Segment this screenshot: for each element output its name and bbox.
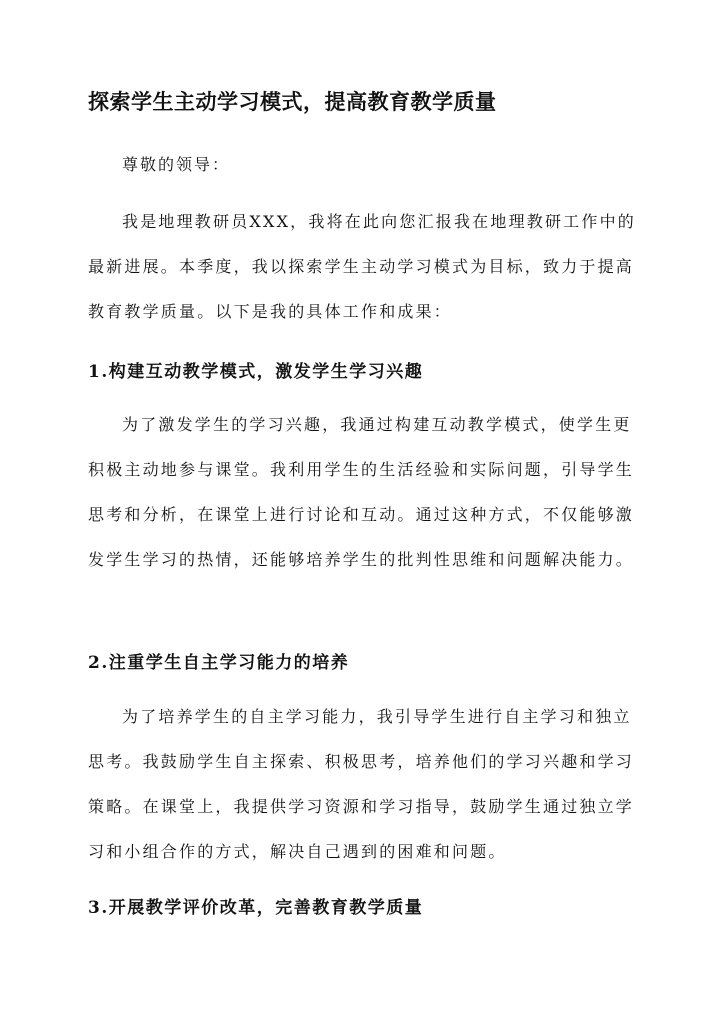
section-2-heading: 2.注重学生自主学习能力的培养 [88,653,350,673]
section-3-heading: 3.开展教学评价改革，完善教育教学质量 [88,898,424,918]
section-1-heading: 1.构建互动教学模式，激发学生学习兴趣 [88,362,424,382]
greeting: 尊敬的领导： [122,155,231,174]
intro-paragraph: 我是地理教研员XXX，我将在此向您汇报我在地理教研工作中的最新进展。本季度，我以探索学生主动学习模式为目标，致力于提高教育教学质量。以下是我的具体工作和成果： [88,212,636,321]
section-2-body: 为了培养学生的自主学习能力，我引导学生进行自主学习和独立思考。我鼓励学生自主探索、积极思考，培养他们的学习兴趣和学习策略。在课堂上，我提供学习资源和学习指导，鼓励学生通过独立学习和小组合作的方式，解决自己遇到的困难和问题。 [88,707,635,861]
document-title: 探索学生主动学习模式，提高教育教学质量 [88,89,497,114]
section-1-body: 为了激发学生的学习兴趣，我通过构建互动教学模式，使学生更积极主动地参与课堂。我利用学生的生活经验和实际问题，引导学生思考和分析，在课堂上进行讨论和互动。通过这种方式，不仅能够激发学生学习的热情，还能够培养学生的批判性思维和问题解决能力。 [88,415,635,569]
